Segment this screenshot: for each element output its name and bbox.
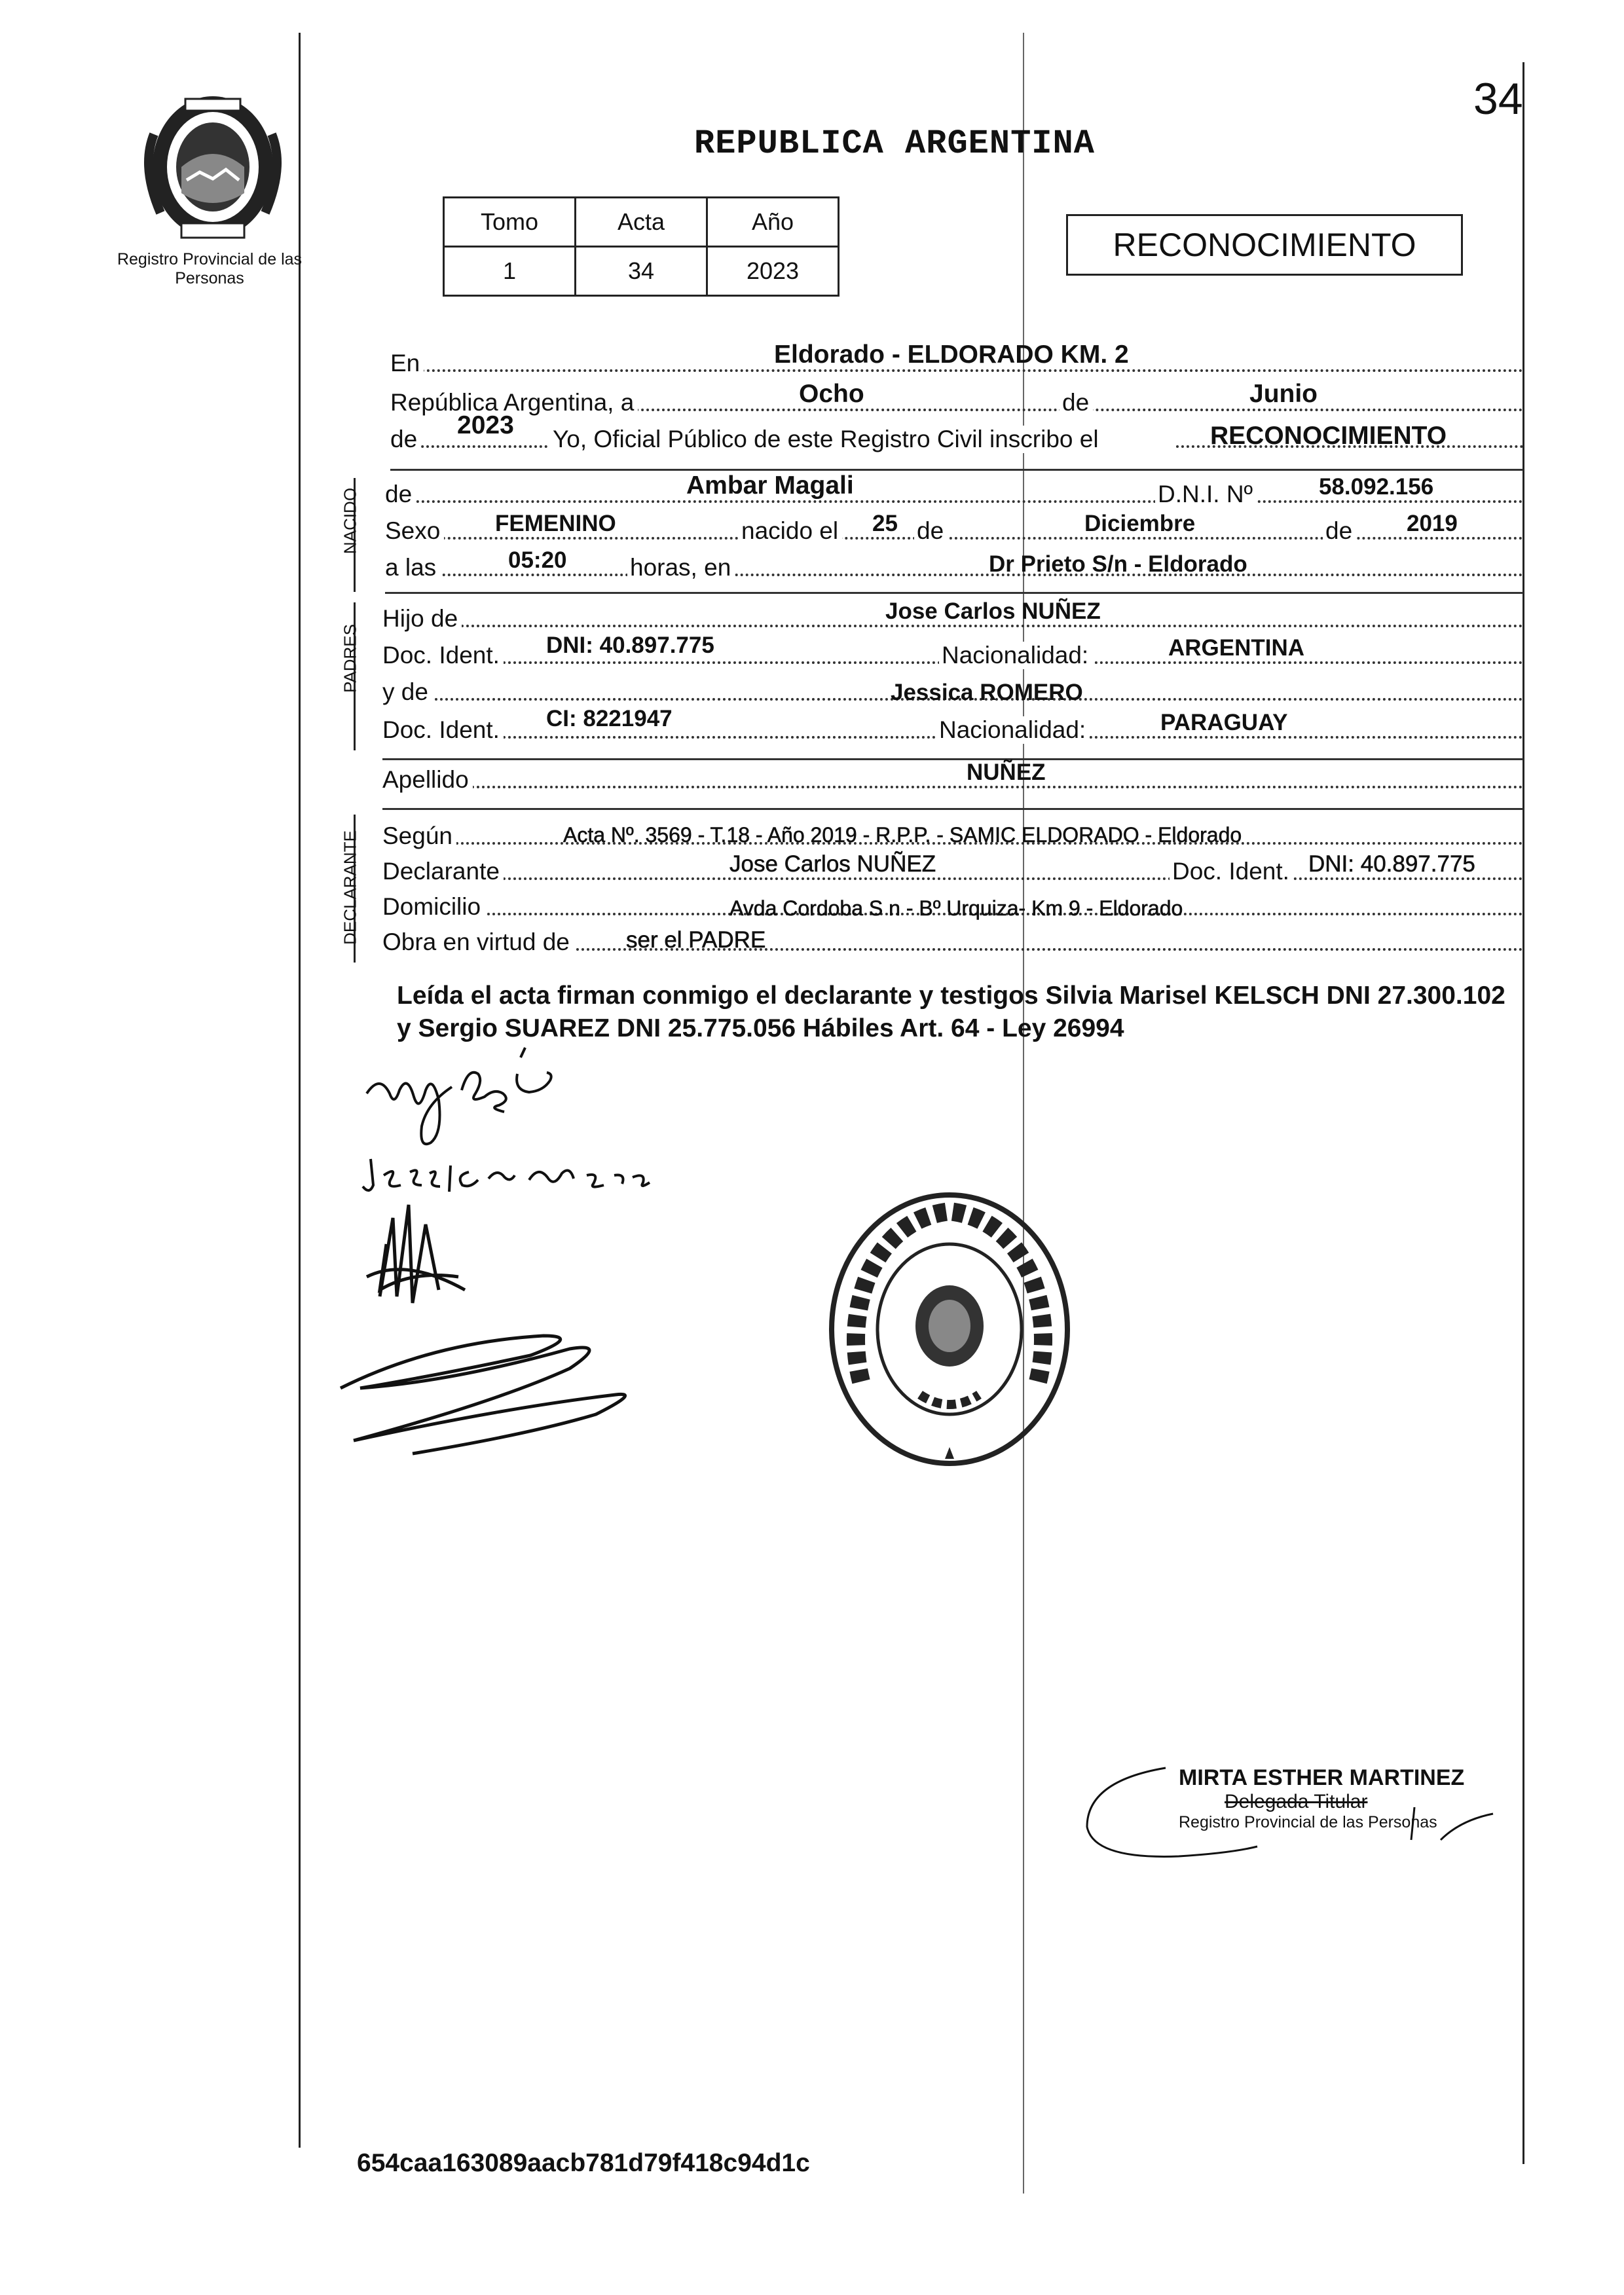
provincial-emblem-icon xyxy=(134,88,291,246)
table-header-acta: Acta xyxy=(576,198,707,247)
divider xyxy=(382,808,1523,810)
sexo-value: FEMENINO xyxy=(495,511,616,536)
row-segun xyxy=(382,813,1523,853)
child-name-value: Ambar Magali xyxy=(686,471,854,500)
nacionalidad-label-2: Nacionalidad: xyxy=(936,716,1090,744)
closing-text: Leída el acta firman conmigo el declarante y testigos Silvia Marisel KELSCH DNI 27.300.102 y Sergio SUAREZ DNI 25.775.056 Hábiles Art. 64 - Ley 26994 xyxy=(397,982,1505,1042)
record-type-box: RECONOCIMIENTO xyxy=(1066,214,1463,276)
father-name-value: Jose Carlos NUÑEZ xyxy=(885,598,1101,624)
segun-value: Acta Nº. 3569 - T.18 - Año 2019 - R.P.P. - SAMIC ELDORADO - Eldorado xyxy=(563,823,1242,847)
table-value-acta: 34 xyxy=(576,247,707,296)
de-label: de xyxy=(385,481,416,508)
father-doc-value: DNI: 40.897.775 xyxy=(546,633,714,658)
domicilio-label: Domicilio xyxy=(382,893,485,921)
declarante-doc-label: Doc. Ident. xyxy=(1170,858,1293,885)
left-margin-line xyxy=(299,33,301,2148)
de-label-3: de xyxy=(1323,517,1356,545)
row-domicilio xyxy=(382,884,1523,923)
official-org: Registro Provincial de las Personas xyxy=(1179,1813,1437,1831)
delegation-seal-icon xyxy=(822,1185,1077,1473)
horas-label: horas, en xyxy=(627,554,735,581)
official-name: MIRTA ESTHER MARTINEZ xyxy=(1179,1765,1465,1790)
section-label-nacido: NACIDO xyxy=(340,487,360,555)
de-label-2: de xyxy=(914,517,948,545)
statement-text: Yo, Oficial Público de este Registro Civil inscribo el xyxy=(550,426,1103,453)
mother-nationality-value: PARAGUAY xyxy=(1160,710,1288,735)
apellido-value: NUÑEZ xyxy=(967,760,1046,785)
obra-value: ser el PADRE xyxy=(626,927,766,953)
y-de-label: y de xyxy=(382,678,432,706)
row-statement xyxy=(390,411,1523,456)
row-en xyxy=(390,340,1523,380)
table-header-tomo: Tomo xyxy=(444,198,576,247)
sexo-label: Sexo xyxy=(385,517,444,545)
signature-witness-2 xyxy=(334,1323,727,1467)
domicilio-value: Avda Cordoba S n - Bº Urquiza- Km 9 - Eldorado xyxy=(729,896,1183,920)
page-title: REPUBLICA ARGENTINA xyxy=(694,124,1095,163)
birth-place-value: Dr Prieto S/n - Eldorado xyxy=(989,551,1247,577)
official-role: Delegada Titular xyxy=(1225,1791,1368,1812)
row-father-name xyxy=(382,596,1523,635)
section-label-declarante: DECLARANTE xyxy=(340,830,360,945)
segun-label: Según xyxy=(382,822,456,850)
row-obra xyxy=(382,919,1523,959)
registry-table xyxy=(443,196,840,297)
de-label: de xyxy=(1060,389,1093,416)
row-father-doc xyxy=(382,633,1523,672)
birth-month-value: Diciembre xyxy=(1084,511,1196,536)
row-nacido-sexo xyxy=(385,508,1523,547)
table-value-ano: 2023 xyxy=(707,247,839,296)
time-value: 05:20 xyxy=(508,547,567,573)
father-nationality-value: ARGENTINA xyxy=(1168,635,1305,661)
signature-witness-1 xyxy=(341,1179,485,1310)
row-nacido-time xyxy=(385,545,1523,584)
statement-value: RECONOCIMIENTO xyxy=(1210,422,1447,450)
month-value: Junio xyxy=(1249,380,1318,408)
row-nacido-name xyxy=(385,471,1523,511)
apellido-label: Apellido xyxy=(382,766,473,794)
hijo-de-label: Hijo de xyxy=(382,605,462,633)
table-header-ano: Año xyxy=(707,198,839,247)
nacido-el-label: nacido el xyxy=(739,517,842,545)
a-las-label: a las xyxy=(385,554,440,581)
row-declarante xyxy=(382,849,1523,888)
official-stamp xyxy=(1179,1765,1464,1832)
row-apellido xyxy=(382,757,1523,796)
emblem-caption: Registro Provincial de las Personas xyxy=(117,250,303,287)
declarante-value: Jose Carlos NUÑEZ xyxy=(729,851,936,877)
row-mother-doc xyxy=(382,707,1523,746)
row-republica xyxy=(390,380,1523,419)
section-label-padres: PADRES xyxy=(340,624,360,693)
nacionalidad-label: Nacionalidad: xyxy=(939,642,1092,669)
birth-year-value: 2019 xyxy=(1407,511,1458,536)
day-value: Ocho xyxy=(799,380,864,408)
divider xyxy=(390,469,1523,471)
mother-name-value: Jessica ROMERO xyxy=(891,680,1083,705)
en-value: Eldorado - ELDORADO KM. 2 xyxy=(774,340,1129,369)
row-mother-name xyxy=(382,669,1523,708)
year-value: 2023 xyxy=(457,411,514,439)
de2-label: de xyxy=(390,426,421,453)
child-dni-value: 58.092.156 xyxy=(1319,474,1434,500)
table-value-tomo: 1 xyxy=(444,247,576,296)
birth-day-value: 25 xyxy=(872,511,898,536)
en-label: En xyxy=(390,350,424,377)
obra-label: Obra en virtud de xyxy=(382,928,574,956)
page-number: 34 xyxy=(1473,74,1523,124)
divider xyxy=(385,592,1523,594)
doc-ident-label: Doc. Ident. xyxy=(382,642,504,669)
declarante-label: Declarante xyxy=(382,858,504,885)
document-hash: 654caa163089aacb781d79f418c94d1c xyxy=(357,2149,810,2177)
republica-label: República Argentina, a xyxy=(390,389,638,416)
declarante-doc-value: DNI: 40.897.775 xyxy=(1308,851,1475,877)
mother-doc-value: CI: 8221947 xyxy=(546,706,673,731)
doc-ident-label-2: Doc. Ident. xyxy=(382,716,504,744)
dni-label: D.N.I. Nº xyxy=(1155,481,1257,508)
